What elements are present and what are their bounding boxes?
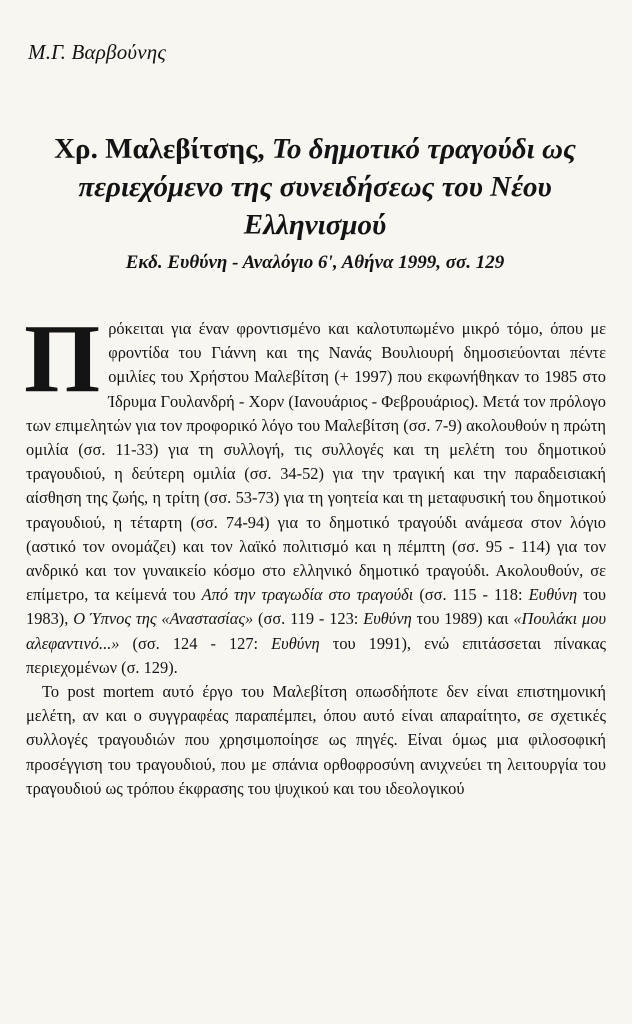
- p1-text-7: του 1991), ενώ επιτάσσεται πίνακας περιεχομένων (σ. 129).: [26, 633, 607, 677]
- p1-italic-3: Ο Ύπνος της «Αναστασίας»: [73, 609, 254, 629]
- p1-italic-2: Ευθύνη: [528, 585, 578, 605]
- drop-cap: Π: [24, 305, 101, 413]
- p1-italic-4: Ευθύνη: [363, 609, 412, 629]
- p1-italic-1: Από την τραγωδία στο τραγούδι: [201, 585, 414, 605]
- p1-text-3: του 1983),: [26, 585, 606, 629]
- book-work-title: Το δημοτικό τραγούδι ως περιεχόμενο της συνειδήσεως του Νέου Ελληνισμού: [78, 133, 576, 241]
- review-header: [24, 130, 606, 276]
- p1-italic-6: Ευθύνη: [271, 633, 320, 653]
- p1-text-5: του 1989) και: [411, 609, 514, 629]
- book-author: Χρ. Μαλεβίτσης,: [54, 133, 265, 165]
- p1-italic-5: «Πουλάκι μου αλεφαντινό...»: [26, 609, 607, 653]
- p1-text-2: (σσ. 115 - 118:: [413, 585, 529, 605]
- running-head: Μ.Γ. Βαρβούνης: [28, 40, 167, 64]
- paragraph-1: [24, 305, 607, 680]
- publication-info: Εκδ. Ευθύνη - Αναλόγιο 6', Αθήνα 1999, σσ. 129: [125, 252, 505, 273]
- review-body: [24, 305, 607, 801]
- book-title: [24, 130, 606, 244]
- p1-text-6: (σσ. 124 - 127:: [119, 633, 272, 653]
- p1-text-4: (σσ. 119 - 123:: [253, 609, 364, 629]
- paragraph-2: Το post mortem αυτό έργο του Μαλεβίτση οπωσδήποτε δεν είναι επιστημονική μελέτη, αν και ο συγγραφέας παραπέμπει, όπου αυτό είναι απαραίτητο, σε σχετικές συλλογές τραγουδιών που χρησιμοποίησε ως πηγές. Είναι όμως μια φιλοσοφική προσέγγιση του τραγουδιού, που με σπάνια ορθοφροσύνη ανιχνεύει τη λειτουργία του τραγουδιού ως τρόπου έκφρασης του ψυχικού και του ιδεολογικού: [26, 682, 606, 798]
- p1-text-1: ρόκειται για έναν φροντισμένο και καλοτυπωμένο μικρό τόμο, όπου με φροντίδα του Γιάννη και της Νανάς Βουλιουρή δημοσιεύονται πέντε ομιλίες του Χρήστου Μαλεβίτση (+ 1997) που εκφωνήθηκαν το 1985 στο Ίδρυμα Γουλανδρή - Χορν (Ιανουάριος - Φεβρουάριος). Μετά τον πρόλογο των επιμελητών για τον προφορικό λόγο του Μαλεβίτση (σσ. 7-9) ακολουθούν η πρώτη ομιλία (σσ. 11-33) για τη συλλογή, τις συλλογές και τη μελέτη του δημοτικού τραγουδιού, η δεύτερη ομιλία (σσ. 34-52) για την τραγική και την παραδεισιακή αίσθηση της ζωής, η τρίτη (σσ. 53-73) για τη γοητεία και τη μεταφυσική του δημοτικού τραγουδιού, η τέταρτη (σσ. 74-94) για το δημοτικό τραγούδι ανάμεσα στον λόγιο (αστικό τον ονομάζει) και τον λαϊκό πολιτισμό και η πέμπτη (σσ. 95 - 114) για τον ανδρικό και τον γυναικείο κόσμο στο ελληνικό δημοτικό τραγούδι. Ακολουθούν, σε επίμετρο, τα κείμενά του: [26, 319, 606, 605]
